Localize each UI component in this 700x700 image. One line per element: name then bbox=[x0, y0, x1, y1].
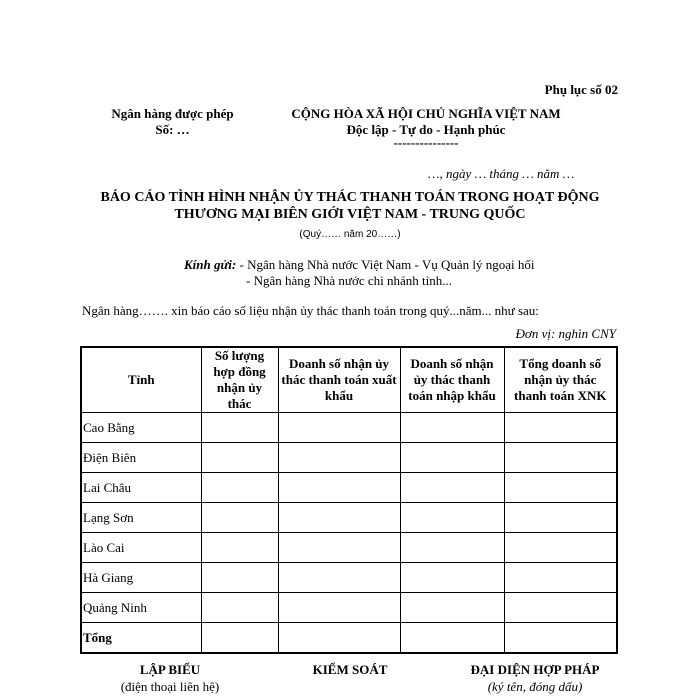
province-cell: Lạng Sơn bbox=[81, 503, 201, 533]
province-cell: Hà Giang bbox=[81, 563, 201, 593]
recipients-label: Kính gửi: bbox=[184, 257, 237, 272]
column-header-export-turnover: Doanh số nhận ủy thác thanh toán xuất khẩu bbox=[278, 347, 400, 413]
recipients bbox=[184, 257, 534, 273]
country-name: CỘNG HÒA XÃ HỘI CHỦ NGHĨA VIỆT NAM bbox=[291, 106, 561, 121]
province-cell: Cao Bằng bbox=[81, 413, 201, 443]
export-turnover-cell bbox=[278, 533, 400, 563]
contract-count-cell bbox=[201, 443, 278, 473]
import-turnover-cell bbox=[400, 503, 504, 533]
table-row bbox=[81, 503, 617, 533]
total-turnover-cell bbox=[504, 563, 617, 593]
import-turnover-cell bbox=[400, 533, 504, 563]
table-total-row bbox=[81, 623, 617, 654]
table-row bbox=[81, 533, 617, 563]
export-turnover-cell bbox=[278, 503, 400, 533]
export-turnover-cell bbox=[278, 443, 400, 473]
doc-number: Số: … bbox=[155, 122, 190, 137]
export-turnover-cell bbox=[278, 563, 400, 593]
table-row bbox=[81, 413, 617, 443]
table-row bbox=[81, 563, 617, 593]
export-turnover-cell bbox=[278, 473, 400, 503]
table-row bbox=[81, 593, 617, 623]
motto-divider: --------------- bbox=[393, 135, 459, 150]
report-title bbox=[60, 189, 640, 223]
contract-count-cell bbox=[201, 563, 278, 593]
table-row bbox=[81, 473, 617, 503]
contract-count-cell bbox=[201, 473, 278, 503]
contract-count-cell bbox=[201, 623, 278, 654]
import-turnover-cell bbox=[400, 593, 504, 623]
preparer-title: LẬP BIỂU bbox=[139, 662, 201, 677]
preparer-note: (điện thoại liên hệ) bbox=[120, 679, 220, 694]
import-turnover-cell bbox=[400, 563, 504, 593]
signature-preparer bbox=[100, 661, 240, 695]
export-turnover-cell bbox=[278, 623, 400, 654]
column-header-total-turnover: Tổng doanh số nhận ủy thác thanh toán XNK bbox=[504, 347, 617, 413]
contract-count-cell bbox=[201, 503, 278, 533]
representative-note: (ký tên, đóng dấu) bbox=[487, 679, 583, 694]
motto: Độc lập - Tự do - Hạnh phúc bbox=[346, 122, 506, 137]
contract-count-cell bbox=[201, 413, 278, 443]
column-header-contract-count: Số lượng hợp đồng nhận ủy thác bbox=[201, 347, 278, 413]
contract-count-cell bbox=[201, 593, 278, 623]
total-turnover-cell bbox=[504, 473, 617, 503]
province-cell: Lào Cai bbox=[81, 533, 201, 563]
recipient-2: - Ngân hàng Nhà nước chi nhánh tỉnh... bbox=[246, 273, 452, 288]
total-turnover-cell bbox=[504, 533, 617, 563]
total-label-cell: Tổng bbox=[81, 623, 201, 654]
report-title-line-1: BÁO CÁO TÌNH HÌNH NHẬN ỦY THÁC THANH TOÁN TRONG HOẠT ĐỘNG bbox=[100, 190, 600, 205]
total-turnover-cell bbox=[504, 443, 617, 473]
controller-title: KIỂM SOÁT bbox=[312, 662, 388, 677]
column-header-province: Tỉnh bbox=[81, 347, 201, 413]
total-turnover-cell bbox=[504, 503, 617, 533]
unit-label: Đơn vị: nghìn CNY bbox=[515, 326, 616, 341]
intro-text: Ngân hàng……. xin báo cáo số liệu nhận ủy thác thanh toán trong quý...năm... như sau: bbox=[82, 303, 539, 318]
import-turnover-cell bbox=[400, 623, 504, 654]
export-turnover-cell bbox=[278, 413, 400, 443]
import-turnover-cell bbox=[400, 443, 504, 473]
appendix-label: Phụ lục số 02 bbox=[544, 82, 618, 97]
column-header-import-turnover: Doanh số nhận ủy thác thanh toán nhập khẩu bbox=[400, 347, 504, 413]
report-table bbox=[80, 346, 618, 654]
report-title-line-2: THƯƠNG MẠI BIÊN GIỚI VIỆT NAM - TRUNG QUỐC bbox=[174, 207, 526, 222]
import-turnover-cell bbox=[400, 473, 504, 503]
province-cell: Quảng Ninh bbox=[81, 593, 201, 623]
export-turnover-cell bbox=[278, 593, 400, 623]
bank-name: Ngân hàng được phép bbox=[111, 106, 234, 121]
date-line: …, ngày … tháng … năm … bbox=[428, 166, 575, 181]
total-turnover-cell bbox=[504, 623, 617, 654]
province-cell: Lai Châu bbox=[81, 473, 201, 503]
signature-representative bbox=[450, 661, 620, 695]
table-header-row bbox=[81, 347, 617, 413]
import-turnover-cell bbox=[400, 413, 504, 443]
representative-title: ĐẠI DIỆN HỢP PHÁP bbox=[470, 662, 600, 677]
report-period: (Quý…… năm 20……) bbox=[299, 229, 401, 240]
national-header bbox=[276, 106, 576, 148]
total-turnover-cell bbox=[504, 413, 617, 443]
bank-name-block bbox=[100, 106, 245, 138]
table-row bbox=[81, 443, 617, 473]
contract-count-cell bbox=[201, 533, 278, 563]
total-turnover-cell bbox=[504, 593, 617, 623]
province-cell: Điện Biên bbox=[81, 443, 201, 473]
recipient-1: - Ngân hàng Nhà nước Việt Nam - Vụ Quản lý ngoại hối bbox=[239, 257, 535, 272]
